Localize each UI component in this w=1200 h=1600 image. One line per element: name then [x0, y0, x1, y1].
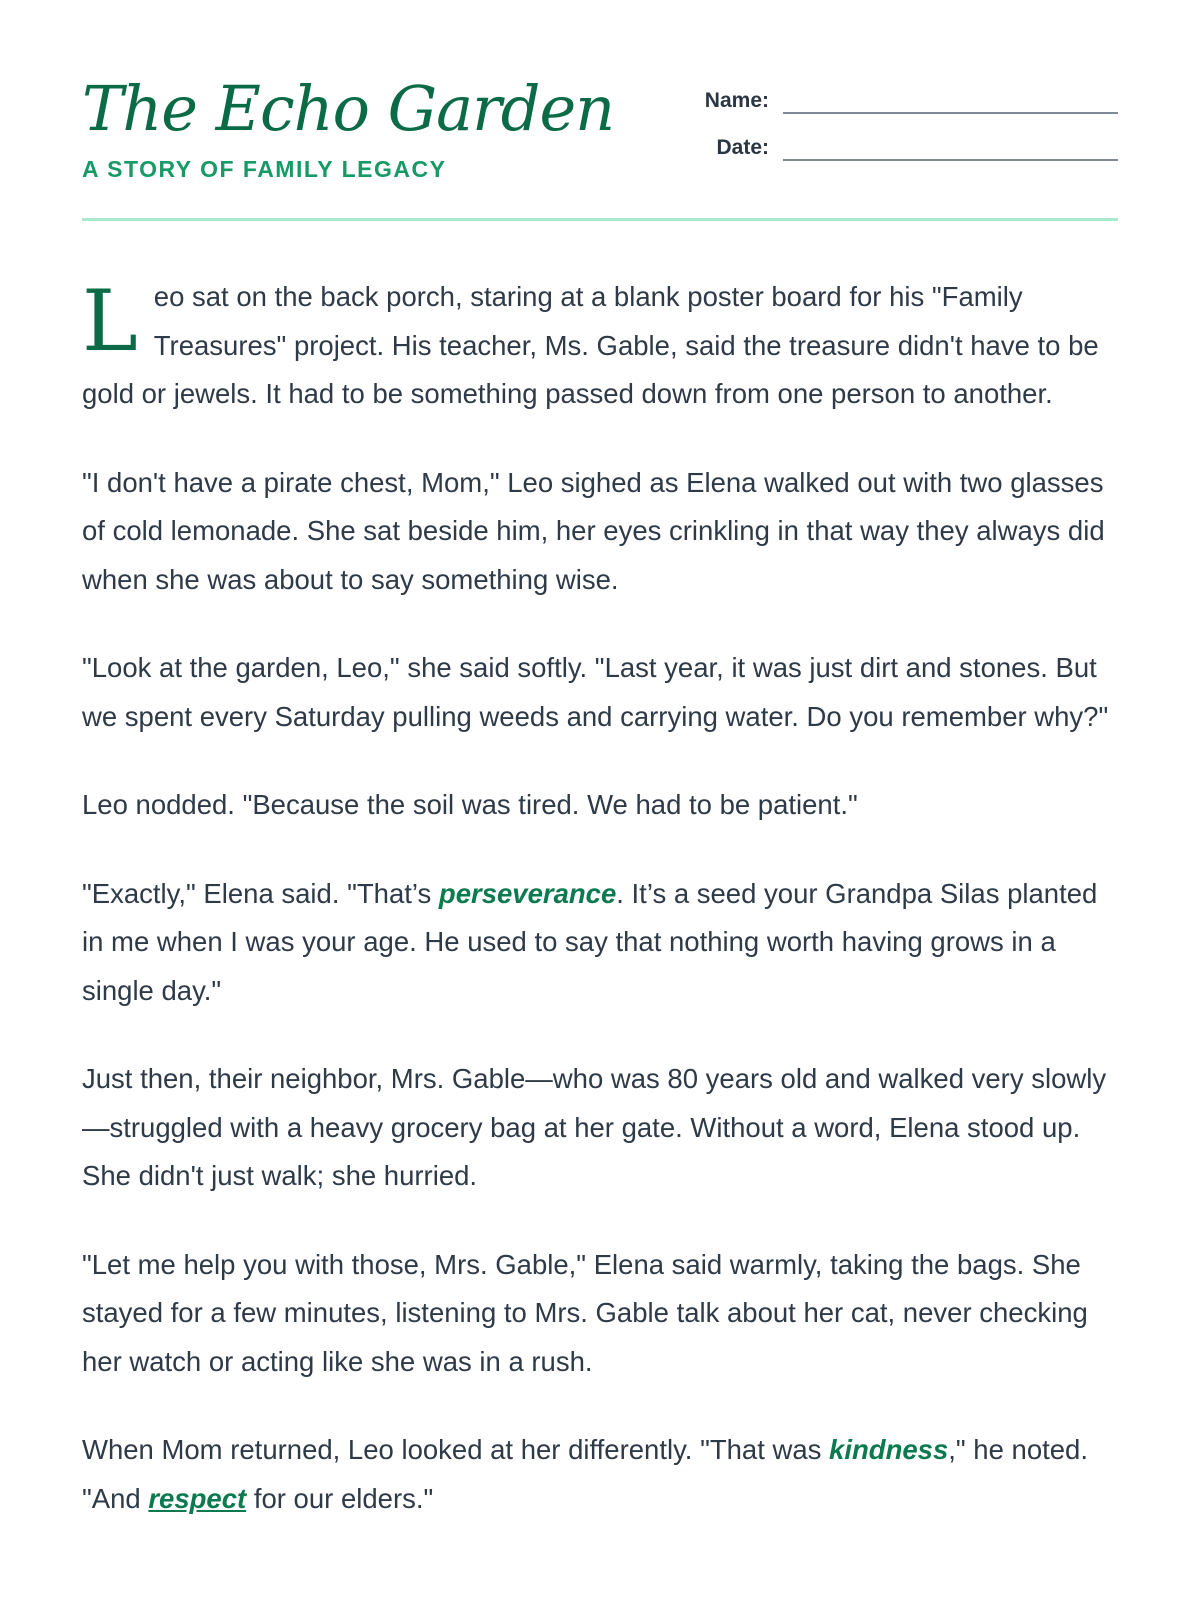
story-body	[82, 221, 1118, 1523]
story-paragraph-5	[82, 870, 1118, 1016]
paragraph-8-text-after: for our elders."	[246, 1482, 434, 1514]
keyword-kindness: kindness	[829, 1434, 949, 1465]
name-field	[698, 80, 1118, 114]
date-field	[698, 127, 1118, 161]
paragraph-8-text-middle: ," he noted. "And	[82, 1434, 1088, 1514]
story-paragraph-2: "I don't have a pirate chest, Mom," Leo sighed as Elena walked out with two glasses of cold lemonade. She sat beside him, her eyes crinkling in that way they always did when she was about to say something wise.	[82, 466, 1105, 595]
date-line[interactable]	[783, 133, 1118, 161]
name-line[interactable]	[783, 86, 1118, 114]
story-paragraph-8	[82, 1426, 1118, 1523]
paragraph-8-text-before: When Mom returned, Leo looked at her differently. "That was	[82, 1434, 830, 1465]
story-paragraph-4: Leo nodded. "Because the soil was tired. We had to be patient."	[82, 789, 858, 820]
story-paragraph-6: Just then, their neighbor, Mrs. Gable—who was 80 years old and walked very slowly—struggled with a heavy grocery bag at her gate. Without a word, Elena stood up. She didn't just walk; she hurried.	[82, 1063, 1107, 1191]
paragraph-1-text: eo sat on the back porch, staring at a blank poster board for his "Family Treasures" project. His teacher, Ms. Gable, said the treasure didn't have to be gold or jewels. It had to be something passed down from one person to another.	[82, 281, 1099, 409]
keyword-respect: respect	[148, 1482, 247, 1514]
story-subtitle: A STORY OF FAMILY LEGACY	[82, 156, 447, 182]
story-paragraph-3: "Look at the garden, Leo," she said softly. "Last year, it was just dirt and stones. But we spent every Saturday pulling weeds and carrying water. Do you remember why?"	[82, 652, 1109, 732]
drop-cap: L	[82, 272, 138, 370]
date-label: Date:	[716, 136, 769, 159]
keyword-perseverance: perseverance	[438, 877, 617, 909]
story-paragraph-7: "Let me help you with those, Mrs. Gable," Elena said warmly, taking the bags. She stayed for a few minutes, listening to Mrs. Gable talk about her cat, never checking her watch or acting like she was in a rush.	[82, 1248, 1088, 1377]
paragraph-5-text-after: . It’s a seed your Grandpa Silas planted in me when I was your age. He used to say that nothing worth having grows in a single day."	[82, 877, 1098, 1006]
paragraph-5-text-before: "Exactly," Elena said. "That’s	[82, 877, 439, 909]
story-title: The Echo Garden	[82, 72, 615, 145]
student-info-fields	[698, 80, 1118, 174]
worksheet-header	[82, 0, 1118, 221]
story-paragraph-1	[82, 273, 1118, 419]
name-label: Name:	[704, 89, 769, 112]
